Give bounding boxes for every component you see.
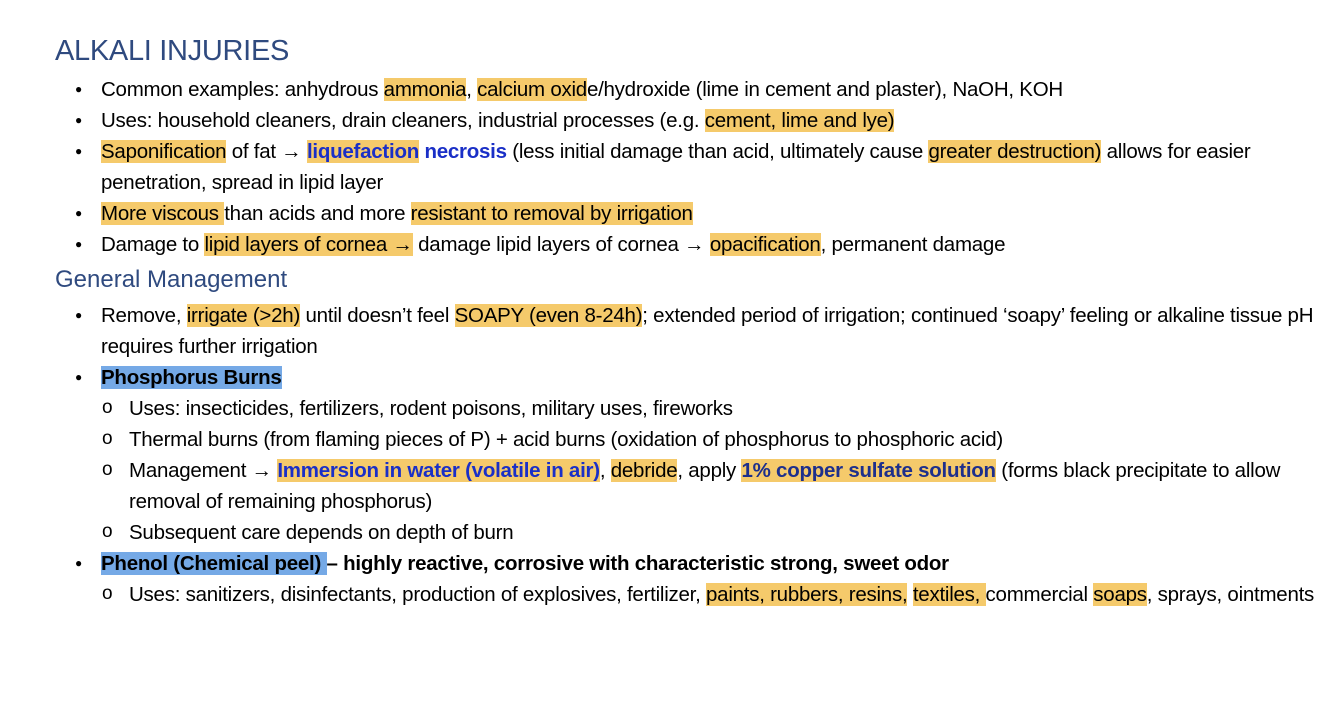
highlight-calcium-oxide: calcium oxid <box>477 78 587 101</box>
text: e/hydroxide (lime in cement and plaster), NaOH, KOH <box>586 78 1063 101</box>
highlight-irrigate: irrigate (>2h) <box>186 304 301 327</box>
text: (forms black precipitate to allow removal of remaining phosphorus) <box>129 459 1281 513</box>
highlight-copper-sulfate: 1% copper sulfate solution <box>741 459 996 482</box>
bullet-phenol <box>55 548 1315 610</box>
bullet-uses <box>55 105 1315 136</box>
text: Remove, <box>101 304 187 327</box>
text: , sprays, ointments <box>1146 583 1315 606</box>
text: ; extended period of irrigation; continued ‘soapy’ feeling or alkaline tissue pH requires further irrigation <box>101 304 1314 358</box>
necrosis-emphasis: necrosis <box>419 140 507 163</box>
text: Uses: household cleaners, drain cleaners, industrial processes (e.g. <box>101 109 705 132</box>
text: , permanent damage <box>820 233 1006 256</box>
section-heading-general-management: General Management <box>55 266 288 293</box>
highlight-phenol: Phenol (Chemical peel) <box>101 552 327 575</box>
text: of fat → <box>226 140 307 163</box>
text: , apply <box>677 459 742 482</box>
text: damage lipid layers of cornea → <box>412 233 710 256</box>
phosphorus-sub-list <box>101 393 1315 548</box>
text: allows for easier penetration, spread in lipid layer <box>101 140 1251 194</box>
highlight-liquefaction: liquefaction <box>306 140 420 163</box>
sub-bullet-phosphorus-uses: o Uses: insecticides, fertilizers, rodent poisons, military uses, fireworks <box>101 393 1315 424</box>
document-body <box>55 32 1315 610</box>
alkali-bullet-list <box>55 74 1315 260</box>
bullet-viscous <box>55 198 1315 229</box>
text: Common examples: anhydrous <box>101 78 384 101</box>
text: , <box>599 459 611 482</box>
sub-bullet-phenol-uses <box>101 579 1315 610</box>
text: than acids and more <box>224 202 411 225</box>
section-heading-alkali-injuries: ALKALI INJURIES <box>55 35 290 67</box>
bullet-remove-irrigate <box>55 300 1315 362</box>
highlight-lipid-layers: lipid layers of cornea → <box>204 233 413 256</box>
bullet-common-examples <box>55 74 1315 105</box>
text: Damage to <box>101 233 205 256</box>
highlight-more-viscous: More viscous <box>101 202 225 225</box>
highlight-resistant-to-removal: resistant to removal by irrigation <box>410 202 693 225</box>
bullet-saponification <box>55 136 1315 198</box>
text: (less initial damage than acid, ultimately cause <box>506 140 929 163</box>
phenol-description: – highly reactive, corrosive with characteristic strong, sweet odor <box>326 552 949 575</box>
highlight-phosphorus-burns: Phosphorus Burns <box>101 366 282 389</box>
text: until doesn’t feel <box>300 304 455 327</box>
highlight-saponification: Saponification <box>101 140 227 163</box>
management-bullet-list <box>55 300 1315 610</box>
highlight-greater-destruction: greater destruction) <box>928 140 1102 163</box>
sub-bullet-management <box>101 455 1315 517</box>
highlight-opacification: opacification <box>709 233 821 256</box>
highlight-soapy: SOAPY (even 8-24h) <box>454 304 643 327</box>
highlight-textiles: textiles, <box>912 583 986 606</box>
text: Uses: sanitizers, disinfectants, production of explosives, fertilizer, <box>129 583 707 606</box>
bullet-damage-cornea <box>55 229 1315 260</box>
text: commercial <box>985 583 1094 606</box>
highlight-paints-rubbers-resins: paints, rubbers, resins, <box>706 583 908 606</box>
text: , <box>466 78 478 101</box>
phenol-sub-list <box>101 579 1315 610</box>
highlight-immersion-in-water: Immersion in water <box>277 459 460 482</box>
sub-bullet-subsequent-care: o Subsequent care depends on depth of burn <box>101 517 1315 548</box>
highlight-volatile-in-air: (volatile in air) <box>459 459 600 482</box>
bullet-phosphorus-burns <box>55 362 1315 548</box>
text: Management → <box>129 459 278 482</box>
highlight-cement-lime-lye: cement, lime and lye) <box>704 109 895 132</box>
highlight-ammonia: ammonia <box>383 78 467 101</box>
sub-bullet-thermal-acid-burns: o Thermal burns (from flaming pieces of P) + acid burns (oxidation of phosphorus to phosphoric acid) <box>101 424 1315 455</box>
highlight-debride: debride <box>610 459 678 482</box>
highlight-soaps: soaps <box>1093 583 1147 606</box>
